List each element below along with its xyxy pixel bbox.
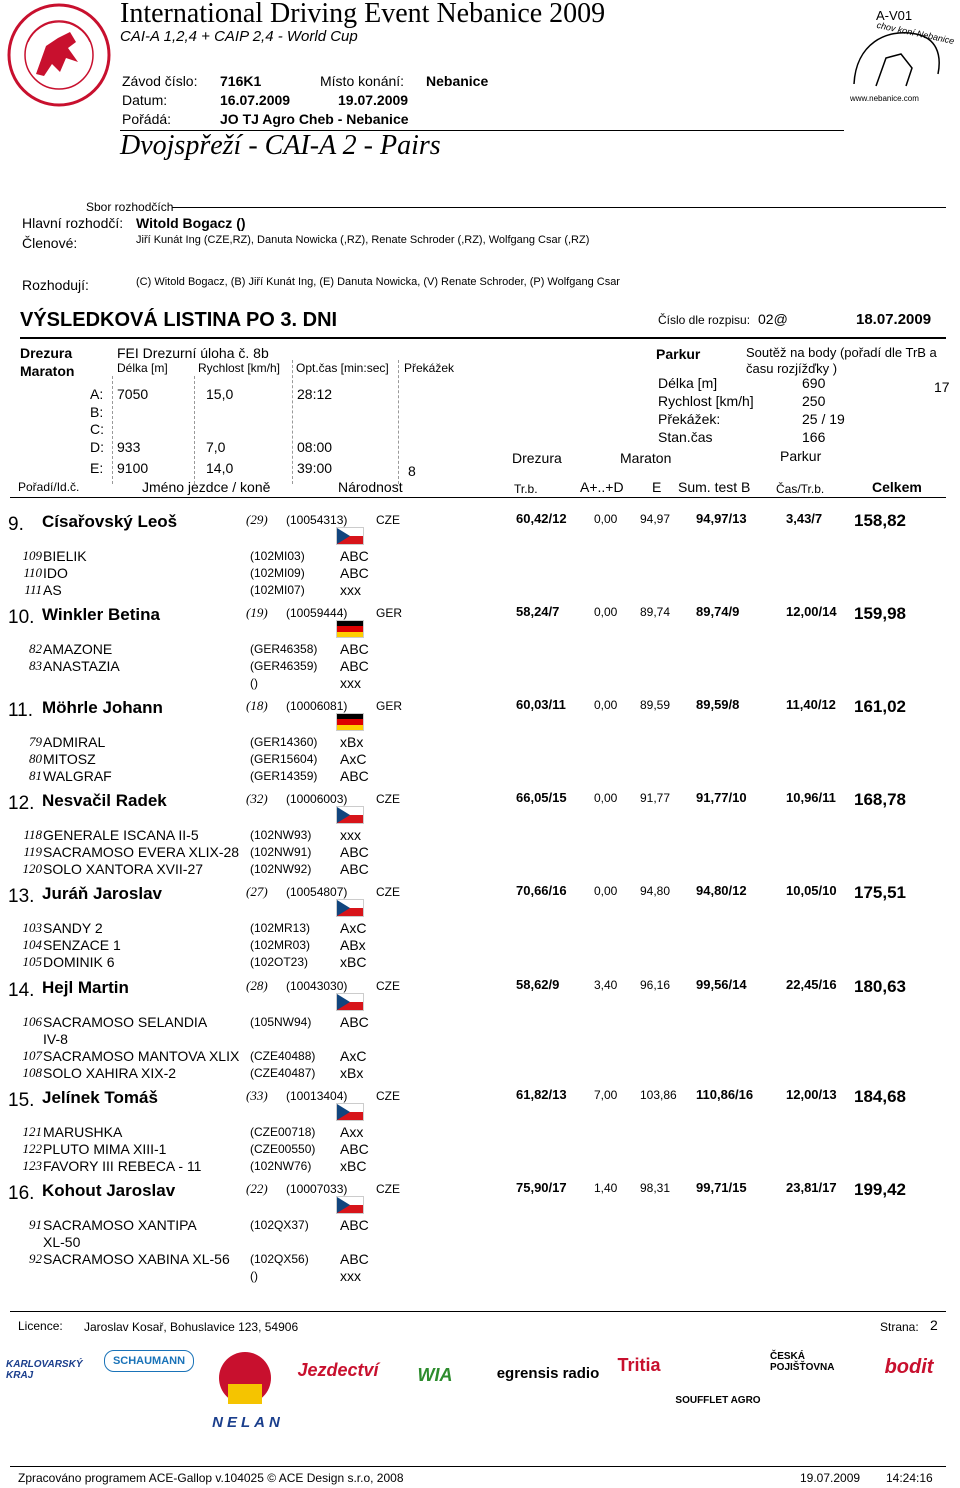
horse-number: 120 [22, 861, 42, 876]
nationality: CZE [376, 1182, 400, 1196]
horse-id: (102MI03) [250, 549, 305, 563]
parkur-param-value: 25 / 19 [802, 411, 845, 427]
sponsor-logo: SOUFFLET AGRO [675, 1394, 761, 1406]
section-delka: 9100 [117, 460, 149, 476]
header-poradi: Pořadí/Id.č. [18, 480, 80, 494]
nelan-emblem [216, 1348, 274, 1410]
driver-id: (10013404) [286, 1089, 348, 1103]
horse-number: 108 [22, 1065, 42, 1080]
marathon-apd: 0,00 [594, 791, 618, 805]
horse-name: MARUSHKA [43, 1124, 123, 1140]
dressage-score: 60,03/11 [516, 697, 566, 712]
col-delka: Délka [m] [117, 361, 168, 375]
horse-code: ABC [340, 861, 369, 877]
sponsor-logo: ČESKÁ POJIŠŤOVNA [770, 1351, 835, 1373]
header-parkur: Parkur [780, 448, 822, 464]
section-label: B: [90, 404, 104, 420]
event-subtitle: CAI-A 1,2,4 + CAIP 2,4 - World Cup [120, 28, 358, 45]
date-from: 16.07.2009 [220, 92, 291, 108]
sponsor-logo: egrensis radio [496, 1364, 600, 1382]
horse-number: 104 [22, 937, 42, 952]
horse-id: (CZE40487) [250, 1066, 316, 1080]
marathon-sum: 110,86/16 [696, 1087, 754, 1102]
horse-code: Axx [340, 1124, 364, 1140]
horse-code: ABC [340, 844, 369, 860]
section-opt: 08:00 [297, 439, 333, 455]
horse-id: (102MI09) [250, 566, 305, 580]
header-sum: Sum. test B [678, 479, 751, 495]
bottom-rule [10, 1466, 946, 1467]
bib-number: (27) [246, 884, 268, 899]
horse-name: DOMINIK 6 [43, 954, 115, 970]
section-label: E: [90, 460, 104, 476]
bib-number: (19) [246, 605, 268, 620]
horse-code: xBx [340, 1065, 364, 1081]
nationality: GER [376, 699, 403, 713]
horse-name: MITOSZ [43, 751, 96, 767]
cones-score: 11,40/12 [786, 697, 836, 712]
horse-code: ABC [340, 1251, 369, 1267]
horse-id: (102MR03) [250, 938, 311, 952]
horse-number: 82 [29, 641, 42, 656]
horse-id: (GER46358) [250, 642, 318, 656]
date-to: 19.07.2009 [338, 92, 409, 108]
horse-id: (GER15604) [250, 752, 318, 766]
sponsor-logo: bodit [884, 1355, 934, 1378]
cones-score: 10,96/11 [786, 790, 836, 805]
bib-number: (28) [246, 978, 268, 993]
parkur-param-label: Délka [m] [658, 375, 718, 391]
cones-score: 10,05/10 [786, 883, 837, 898]
horse-code: xBC [340, 1158, 367, 1174]
horse-code: xxx [340, 1268, 361, 1284]
sponsor-logo: Tritia [617, 1354, 661, 1375]
horse-code: ABC [340, 1014, 369, 1030]
horse-number: 80 [29, 751, 42, 766]
jury-rule [172, 207, 946, 208]
marathon-sum: 91,77/10 [696, 790, 747, 805]
head-judge: Witold Bogacz () [136, 215, 246, 231]
horse-code: ABC [340, 641, 369, 657]
horse-code: xxx [340, 827, 361, 843]
horse-number: 105 [22, 954, 42, 969]
horse-name: SACRAMOSO XANTIPA [43, 1217, 197, 1233]
marathon-sum: 99,71/15 [696, 1180, 747, 1195]
param-maraton-label: Maraton [20, 363, 75, 379]
driver-name: Möhrle Johann [42, 698, 163, 717]
horse-number: 122 [22, 1141, 42, 1156]
section-label: D: [90, 439, 104, 455]
section-opt: 28:12 [297, 386, 333, 402]
header-narodnost: Národnost [338, 479, 403, 495]
horse-name: SACRAMOSO SELANDIA [43, 1014, 208, 1030]
sponsor-logo: SCHAUMANN [104, 1350, 194, 1372]
marathon-apd: 0,00 [594, 512, 618, 526]
horse-name: SACRAMOSO EVERA XLIX-28 [43, 844, 240, 860]
dressage-score: 70,66/16 [516, 883, 567, 898]
horse-name: SACRAMOSO XABINA XL-56 [43, 1251, 230, 1267]
document-code: A-V01 [876, 8, 913, 23]
rank: 16. [8, 1183, 35, 1204]
total-score: 158,82 [854, 511, 906, 530]
horse-number: 118 [23, 827, 42, 842]
total-score: 159,98 [854, 604, 906, 623]
driver-name: Winkler Betina [42, 605, 160, 624]
driver-id: (10054807) [286, 885, 348, 899]
nationality: CZE [376, 979, 400, 993]
jury-title: Sbor rozhodčích [86, 200, 174, 214]
horse-code: xxx [340, 675, 361, 691]
parkur-param-value: 250 [802, 393, 826, 409]
parkur-param-value: 166 [802, 429, 826, 445]
param-divider [398, 360, 399, 484]
horse-code: ABx [340, 937, 366, 953]
header-e: E [652, 479, 662, 495]
marathon-apd: 0,00 [594, 698, 618, 712]
horse-name: PLUTO MIMA XIII-1 [43, 1141, 167, 1157]
program-credit: Zpracováno programem ACE-Gallop v.104025 © ACE Design s.r.o, 2008 [18, 1471, 404, 1485]
horse-id: () [250, 1269, 258, 1283]
page-number: 2 [930, 1317, 938, 1333]
horse-number: 81 [29, 768, 42, 783]
footer-rule [10, 1311, 946, 1312]
rozpis-value: 02@ [758, 311, 788, 327]
flag-icon [336, 993, 364, 1011]
horse-id: (102NW92) [250, 862, 312, 876]
total-score: 168,78 [854, 790, 906, 809]
horse-code: ABC [340, 768, 369, 784]
marathon-e: 91,77 [640, 791, 671, 805]
nebanice-logo-url: www.nebanice.com [850, 94, 919, 103]
rank: 9. [8, 514, 24, 535]
nationality: CZE [376, 513, 400, 527]
label-members: Členové: [22, 235, 78, 251]
cones-score: 23,81/17 [786, 1180, 837, 1195]
marathon-e: 94,97 [640, 512, 671, 526]
section-prekazek: 8 [408, 463, 416, 479]
dressage-test-name: FEI Drezurní úloha č. 8b [117, 345, 269, 361]
marathon-apd: 3,40 [594, 978, 618, 992]
flag-icon [336, 806, 364, 824]
label-zavod: Závod číslo: [122, 73, 198, 89]
driver-name: Juráň Jaroslav [42, 884, 163, 903]
marathon-apd: 1,40 [594, 1181, 618, 1195]
marathon-apd: 0,00 [594, 605, 618, 619]
marathon-sum: 99,56/14 [696, 977, 747, 992]
parkur-param-label: Překážek: [658, 411, 721, 427]
label-misto: Místo konání: [320, 73, 405, 89]
flag-icon [336, 620, 364, 638]
horse-id: (102QX56) [250, 1252, 309, 1266]
header-drezura: Drezura [512, 450, 562, 466]
driver-name: Císařovský Leoš [42, 512, 178, 531]
horse-name: WALGRAF [43, 768, 112, 784]
results-date: 18.07.2009 [856, 311, 932, 328]
horse-code: ABC [340, 548, 369, 564]
horse-name: FAVORY III REBECA - 11 [43, 1158, 202, 1174]
sponsor-logo: KARLOVARSKÝ KRAJ [6, 1359, 83, 1381]
param-divider [194, 376, 195, 484]
horse-code: xBC [340, 954, 367, 970]
section-label: A: [90, 386, 104, 402]
total-score: 161,02 [854, 697, 906, 716]
section-label: C: [90, 421, 104, 437]
rank: 10. [8, 607, 35, 628]
horse-name: SENZACE 1 [43, 937, 121, 953]
param-divider [292, 360, 293, 484]
horse-code: xxx [340, 582, 361, 598]
driver-id: (10007033) [286, 1182, 348, 1196]
label-porada: Pořádá: [122, 111, 172, 127]
header-rule [10, 497, 946, 498]
bib-number: (29) [246, 512, 268, 527]
horse-id: (GER14359) [250, 769, 318, 783]
licence-label: Licence: [18, 1319, 63, 1333]
horse-code: AxC [340, 920, 367, 936]
dressage-score: 58,62/9 [516, 977, 560, 992]
horse-name: ANASTAZIA [43, 658, 120, 674]
header-trb: Tr.b. [514, 482, 538, 496]
parkur-param-label: Rychlost [km/h] [658, 393, 754, 409]
param-divider [112, 376, 113, 484]
parkur-param-value: 690 [802, 375, 826, 391]
horse-number: 83 [29, 658, 42, 673]
sponsor-logo: Jezdectví [297, 1359, 379, 1380]
horse-id: () [250, 676, 258, 690]
horse-id: (CZE00718) [250, 1125, 316, 1139]
driver-name: Kohout Jaroslav [42, 1181, 176, 1200]
horse-id: (105NW94) [250, 1015, 312, 1029]
horse-name: BIELIK [43, 548, 87, 564]
driver-id: (10006081) [286, 699, 348, 713]
horse-name: SANDY 2 [43, 920, 103, 936]
horse-name-continued: IV-8 [43, 1031, 68, 1047]
sponsor-logo: NELAN [212, 1413, 284, 1431]
marathon-e: 94,80 [640, 884, 671, 898]
section-delka: 933 [117, 439, 141, 455]
horse-number: 103 [22, 920, 42, 935]
porada-value: JO TJ Agro Cheb - Nebanice [220, 111, 409, 127]
driver-id: (10006003) [286, 792, 348, 806]
horse-number: 110 [23, 565, 42, 580]
horse-number: 123 [22, 1158, 42, 1173]
flag-icon [336, 713, 364, 731]
flag-icon [336, 899, 364, 917]
horse-code: xBx [340, 734, 364, 750]
horse-id: (102QX37) [250, 1218, 309, 1232]
label-head-judge: Hlavní rozhodčí: [22, 215, 124, 231]
page-label: Strana: [880, 1320, 919, 1334]
nationality: CZE [376, 1089, 400, 1103]
parkur-soutez-2: času rozjížďky ) [746, 361, 838, 376]
horse-name: AMAZONE [43, 641, 113, 657]
parkur-title: Parkur [656, 346, 701, 362]
marathon-sum: 94,97/13 [696, 511, 747, 526]
cones-score: 12,00/13 [786, 1087, 837, 1102]
sponsor-logo: WIA [417, 1364, 453, 1385]
zavod-number: 716K1 [220, 73, 262, 89]
horse-id: (102MI07) [250, 583, 305, 597]
col-rychlost: Rychlost [km/h] [198, 361, 281, 375]
marathon-e: 89,59 [640, 698, 671, 712]
horse-code: ABC [340, 658, 369, 674]
horse-id: (102MR13) [250, 921, 311, 935]
parkur-soutez: Soutěž na body (pořadí dle TrB a [746, 345, 937, 360]
competition-title: Dvojspřeží - CAI-A 2 - Pairs [120, 130, 441, 161]
header-celkem: Celkem [872, 479, 922, 495]
dressage-score: 58,24/7 [516, 604, 560, 619]
horse-number: 106 [22, 1014, 42, 1029]
flag-icon [336, 1196, 364, 1214]
driver-id: (10054313) [286, 513, 348, 527]
horse-number: 111 [24, 582, 42, 597]
horse-name: SACRAMOSO MANTOVA XLIX [43, 1048, 240, 1064]
bib-number: (32) [246, 791, 268, 806]
horse-code: ABC [340, 565, 369, 581]
print-date: 19.07.2009 [800, 1471, 861, 1485]
header-maraton: Maraton [620, 450, 672, 466]
dressage-score: 75,90/17 [516, 1180, 567, 1195]
horse-name: GENERALE ISCANA II-5 [43, 827, 199, 843]
section-opt: 39:00 [297, 460, 333, 476]
horse-name: SOLO XAHIRA XIX-2 [43, 1065, 177, 1081]
horse-id: (GER14360) [250, 735, 318, 749]
bib-number: (18) [246, 698, 268, 713]
flag-icon [336, 1103, 364, 1121]
driver-name: Jelínek Tomáš [42, 1088, 158, 1107]
horse-code: AxC [340, 751, 367, 767]
marathon-sum: 89,74/9 [696, 604, 740, 619]
event-title: International Driving Event Nebanice 2009 [120, 0, 606, 29]
cones-score: 3,43/7 [786, 511, 823, 526]
header-apd: A+..+D [580, 479, 624, 495]
dressage-score: 60,42/12 [516, 511, 567, 526]
horse-id: (CZE40488) [250, 1049, 316, 1063]
rank: 15. [8, 1090, 35, 1111]
total-score: 180,63 [854, 977, 906, 996]
horse-name: IDO [43, 565, 68, 581]
rank: 11. [8, 700, 34, 721]
section-rychlost: 7,0 [206, 439, 226, 455]
jury-members: Jiří Kunát Ing (CZE,RZ), Danuta Nowicka (,RZ), Renate Schroder (,RZ), Wolfgang Csar (,RZ) [136, 234, 590, 246]
header-cas: Čas/Tr.b. [776, 482, 825, 496]
misto-value: Nebanice [426, 73, 489, 89]
jury-decide: (C) Witold Bogacz, (B) Jiří Kunát Ing, (E) Danuta Nowicka, (V) Renate Schroder, (P) Wolfgang Csar [136, 276, 620, 288]
horse-code: AxC [340, 1048, 367, 1064]
horse-number: 109 [22, 548, 42, 563]
dressage-score: 66,05/15 [516, 790, 567, 805]
section-delka: 7050 [117, 386, 149, 402]
horse-number: 107 [22, 1048, 42, 1063]
cones-score: 12,00/14 [786, 604, 837, 619]
bib-number: (33) [246, 1088, 268, 1103]
horse-name: ADMIRAL [43, 734, 106, 750]
horse-id: (CZE00550) [250, 1142, 316, 1156]
section-rychlost: 14,0 [206, 460, 234, 476]
federation-logo [6, 2, 112, 108]
nationality: GER [376, 606, 403, 620]
horse-number: 121 [22, 1124, 42, 1139]
licence-value: Jaroslav Kosař, Bohuslavice 123, 54906 [84, 1320, 299, 1334]
rank: 13. [8, 886, 35, 907]
horse-id: (102OT23) [250, 955, 309, 969]
driver-name: Hejl Martin [42, 978, 129, 997]
bib-number: (22) [246, 1181, 268, 1196]
col-opt: Opt.čas [min:sec] [296, 361, 389, 375]
horse-id: (102NW91) [250, 845, 312, 859]
horse-id: (GER46359) [250, 659, 318, 673]
label-datum: Datum: [122, 92, 168, 108]
results-title: VÝSLEDKOVÁ LISTINA PO 3. DNI [20, 309, 338, 331]
horse-number: 119 [23, 844, 42, 859]
marathon-apd: 7,00 [594, 1088, 618, 1102]
rank: 14. [8, 980, 35, 1001]
rozpis-label: Číslo dle rozpisu: [658, 313, 751, 327]
horse-number: 91 [29, 1217, 42, 1232]
header-jmeno: Jméno jezdce / koně [142, 479, 271, 495]
total-score: 175,51 [854, 883, 906, 902]
nebanice-logo-text: chov koní Nebanice [875, 19, 956, 47]
horse-code: ABC [340, 1217, 369, 1233]
marathon-e: 103,86 [640, 1088, 677, 1102]
horse-number: 92 [29, 1251, 42, 1266]
total-score: 184,68 [854, 1087, 906, 1106]
horse-name: SOLO XANTORA XVII-27 [43, 861, 204, 877]
dressage-score: 61,82/13 [516, 1087, 567, 1102]
flag-icon [336, 527, 364, 545]
section-rychlost: 15,0 [206, 386, 234, 402]
nebanice-logo [846, 19, 956, 106]
horse-code: ABC [340, 1141, 369, 1157]
driver-id: (10059444) [286, 606, 348, 620]
title-rule [20, 337, 946, 339]
param-drezura-label: Drezura [20, 345, 73, 361]
marathon-apd: 0,00 [594, 884, 618, 898]
driver-id: (10043030) [286, 979, 348, 993]
parkur-soutez-num: 17 [934, 379, 950, 395]
col-prekazek: Překážek [404, 361, 455, 375]
cones-score: 22,45/16 [786, 977, 837, 992]
rank: 12. [8, 793, 35, 814]
horse-number: 79 [29, 734, 42, 749]
horse-name: AS [43, 582, 62, 598]
nationality: CZE [376, 885, 400, 899]
parkur-param-label: Stan.čas [658, 429, 713, 445]
horse-id: (102NW93) [250, 828, 312, 842]
horse-name-continued: XL-50 [43, 1234, 81, 1250]
print-time: 14:24:16 [886, 1471, 933, 1485]
marathon-e: 96,16 [640, 978, 671, 992]
marathon-sum: 89,59/8 [696, 697, 740, 712]
nationality: CZE [376, 792, 400, 806]
marathon-sum: 94,80/12 [696, 883, 747, 898]
marathon-e: 89,74 [640, 605, 671, 619]
label-decide: Rozhodují: [22, 277, 89, 293]
total-score: 199,42 [854, 1180, 906, 1199]
horse-id: (102NW76) [250, 1159, 312, 1173]
marathon-e: 98,31 [640, 1181, 671, 1195]
driver-name: Nesvačil Radek [42, 791, 167, 810]
